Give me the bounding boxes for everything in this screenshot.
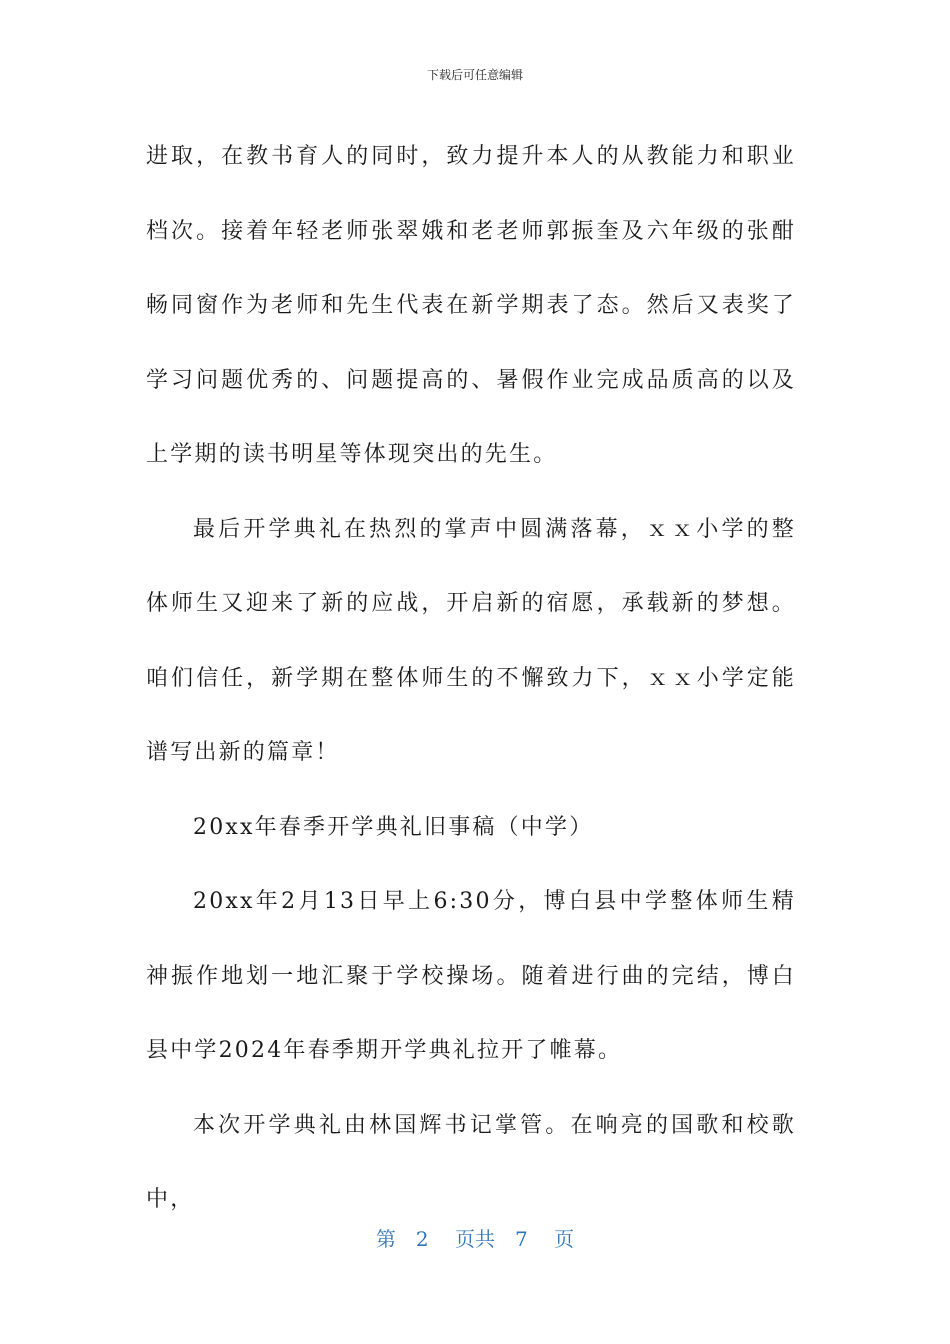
page-header: 下载后可任意编辑 xyxy=(426,68,523,82)
paragraph-1: 进取，在教书育人的同时，致力提升本人的从教能力和职业档次。接着年轻老师张翠娥和老老师郭振奎及六年级的张酣畅同窗作为老师和先生代表在新学期表了态。然后又表奖了学习问题优秀的、问题提高的、暑假作业完成品质高的以及上学期的读书明星等体现突出的先生。 xyxy=(146,144,796,467)
document-body xyxy=(146,120,796,1238)
paragraph-4: 本次开学典礼由林国辉书记掌管。在响亮的国歌和校歌中， xyxy=(146,1112,796,1212)
paragraph-2: 最后开学典礼在热烈的掌声中圆满落幕，ｘｘ小学的整体师生又迎来了新的应战，开启新的宿愿，承载新的梦想。咱们信任，新学期在整体师生的不懈致力下，ｘｘ小学定能谱写出新的篇章！ xyxy=(146,516,796,765)
section-heading: 20xx年春季开学典礼旧事稿（中学） xyxy=(193,814,594,840)
paragraph-3: 20xx年2月13日早上6:30分，博白县中学整体师生精神振作地划一地汇聚于学校操场。随着进行曲的完结，博白县中学2024年春季期开学典礼拉开了帷幕。 xyxy=(146,889,796,1063)
page-footer: 第 2 页共 7 页 xyxy=(375,1227,575,1251)
